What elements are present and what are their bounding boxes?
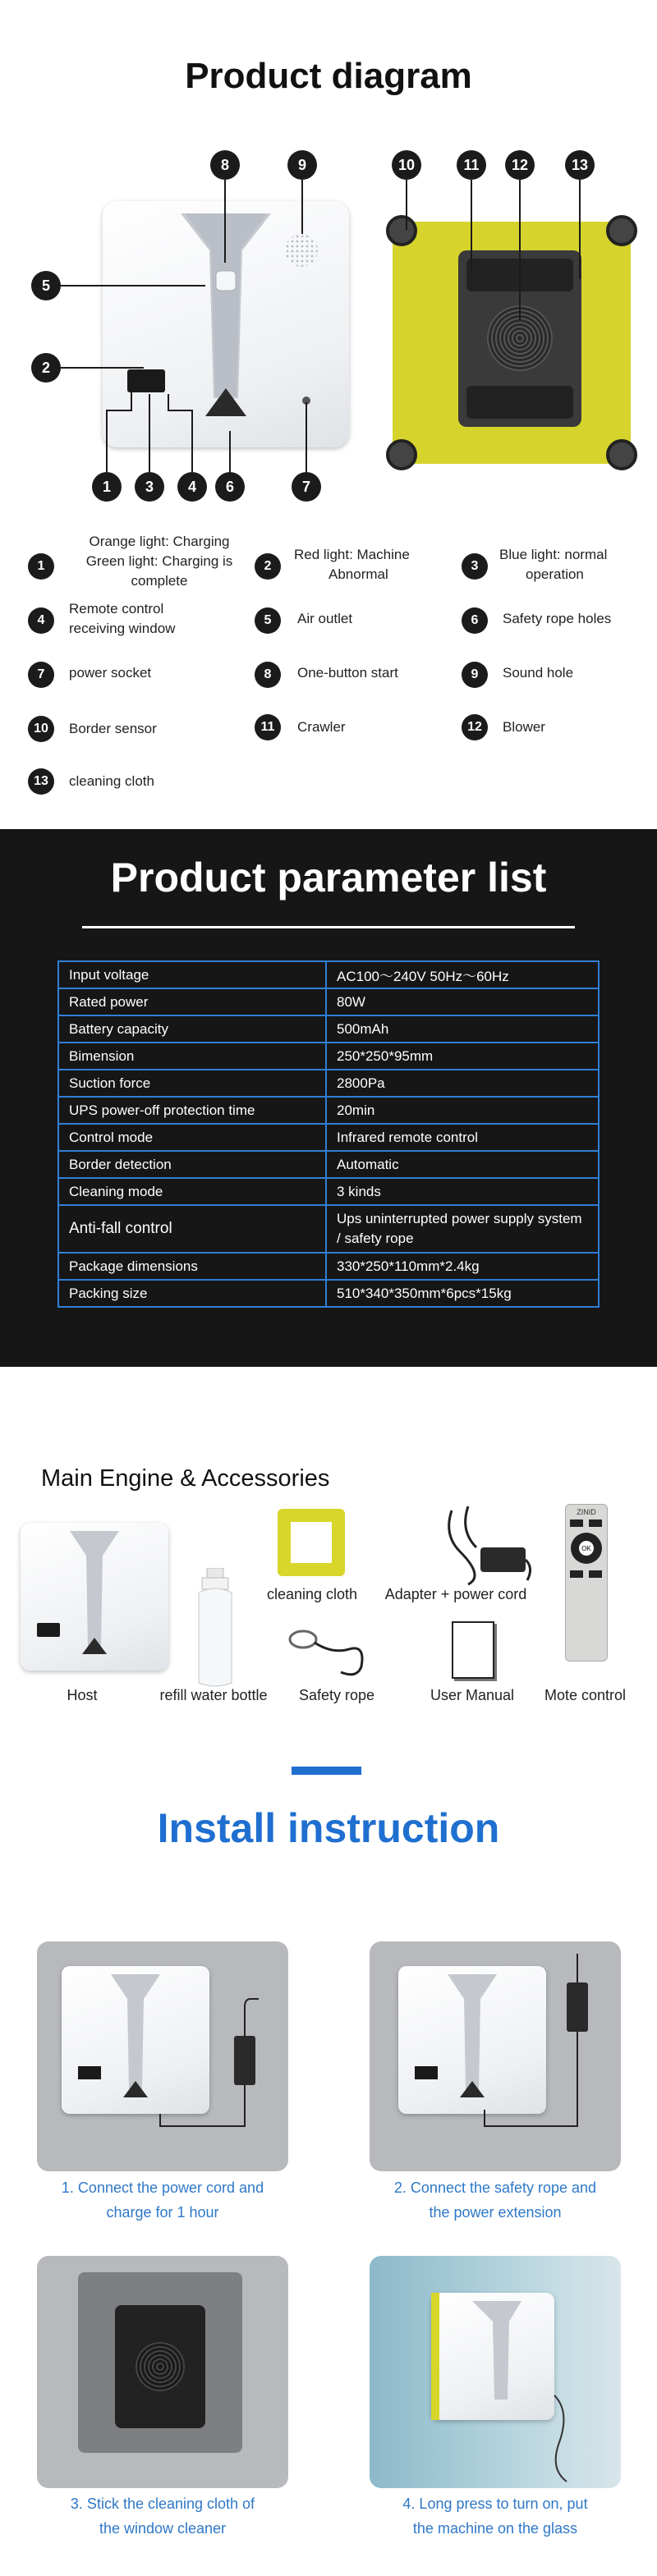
install-step-1-image (37, 1941, 288, 2171)
callout-3: 3 (135, 472, 164, 502)
spray-bottle-image (191, 1568, 240, 1691)
legend-num-8: 8 (255, 662, 281, 688)
legend-text-12: Blower (503, 719, 545, 735)
remote-brand-label: ZINID (577, 1508, 596, 1516)
table-row: Package dimensions 330*250*110mm*2.4kg (58, 1253, 599, 1280)
legend-text-4: Remote control receiving window (69, 601, 176, 636)
accessory-label-adapter: Adapter + power cord (384, 1586, 527, 1602)
install-step-2-image (370, 1941, 621, 2171)
robot-front-view (103, 201, 349, 447)
install-step-4-image (370, 2256, 621, 2488)
accessory-label-cloth: cleaning cloth (266, 1586, 358, 1602)
callout-2: 2 (31, 353, 61, 383)
callout-10: 10 (392, 150, 421, 180)
accessory-label-bottle: refill water bottle (159, 1687, 268, 1703)
accessory-label-host: Host (67, 1687, 98, 1703)
legend-text-11: Crawler (297, 719, 346, 735)
cleaning-cloth-image (278, 1509, 345, 1576)
accessory-label-manual: User Manual (430, 1687, 515, 1703)
legend-num-6: 6 (462, 607, 488, 634)
table-row: Control mode Infrared remote control (58, 1124, 599, 1151)
accessory-label-remote: Mote control (544, 1687, 627, 1703)
legend-text-6: Safety rope holes (503, 611, 612, 626)
legend-text-10: Border sensor (69, 721, 157, 736)
callout-12: 12 (505, 150, 535, 180)
install-title: Install instruction (157, 1805, 500, 1851)
host-image (21, 1523, 168, 1671)
legend-num-4: 4 (28, 607, 54, 634)
sound-hole-dots (285, 234, 318, 267)
params-title-underline (82, 926, 575, 928)
install-step-3-image (37, 2256, 288, 2488)
params-table (57, 960, 600, 1308)
blower-fan (487, 305, 553, 371)
legend-num-9: 9 (462, 662, 488, 688)
legend-num-7: 7 (28, 662, 54, 688)
params-title: Product parameter list (110, 855, 547, 901)
legend-text-13: cleaning cloth (69, 773, 154, 789)
table-row: UPS power-off protection time 20min (58, 1097, 599, 1124)
callout-13: 13 (565, 150, 595, 180)
legend-num-10: 10 (28, 716, 54, 742)
legend-text-3: Blue light: normal operation (499, 547, 608, 582)
legend-text-7: power socket (69, 665, 152, 681)
legend-text-1: Orange light: Charging Green light: Charging is complete (85, 534, 233, 589)
legend-num-2: 2 (255, 553, 281, 580)
install-accent-bar (292, 1767, 361, 1775)
legend-text-5: Air outlet (297, 611, 353, 626)
diagram-title: Product diagram (185, 56, 472, 96)
legend-num-13: 13 (28, 768, 54, 795)
legend-text-8: One-button start (297, 665, 398, 681)
callout-9: 9 (287, 150, 317, 180)
remote-dpad: OK (571, 1533, 602, 1564)
callout-5: 5 (31, 271, 61, 300)
legend-text-9: Sound hole (503, 665, 574, 681)
callout-8: 8 (210, 150, 240, 180)
table-row: Cleaning mode 3 kinds (58, 1178, 599, 1205)
install-step-2-caption: 2. Connect the safety rope and the power extension (393, 2180, 597, 2221)
legend-num-11: 11 (255, 714, 281, 740)
legend-text-2: Red light: Machine Abnormal (294, 547, 410, 582)
table-row: Battery capacity 500mAh (58, 1015, 599, 1043)
table-row: Suction force 2800Pa (58, 1070, 599, 1097)
table-row: Border detection Automatic (58, 1151, 599, 1178)
accessories-title: Main Engine & Accessories (41, 1465, 330, 1492)
install-step-1-caption: 1. Connect the power cord and charge for 1 hour (61, 2180, 264, 2221)
callout-1: 1 (92, 472, 122, 502)
user-manual-image (452, 1621, 494, 1679)
robot-bottom-view (393, 222, 631, 464)
legend-num-1: 1 (28, 553, 54, 580)
callout-4: 4 (177, 472, 207, 502)
crawler-frame (458, 250, 581, 427)
table-row: Anti-fall control Ups uninterrupted power supply system / safety rope (58, 1205, 599, 1253)
callout-11: 11 (457, 150, 486, 180)
power-socket (302, 396, 310, 405)
table-row: Bimension 250*250*95mm (58, 1043, 599, 1070)
remote-control-image (565, 1504, 608, 1662)
adapter-image (435, 1502, 534, 1593)
callout-6: 6 (215, 472, 245, 502)
table-row: Input voltage AC100～240V 50Hz～60Hz (58, 961, 599, 988)
table-row: Packing size 510*340*350mm*6pcs*15kg (58, 1280, 599, 1307)
legend-num-3: 3 (462, 553, 488, 580)
status-light-panel (127, 369, 165, 392)
install-step-3-caption: 3. Stick the cleaning cloth of the window cleaner (70, 2496, 255, 2537)
callout-7: 7 (292, 472, 321, 502)
accessory-label-rope: Safety rope (298, 1687, 375, 1703)
install-step-4-caption: 4. Long press to turn on, put the machine on the glass (402, 2496, 588, 2537)
legend-num-12: 12 (462, 714, 488, 740)
safety-rope-image (283, 1621, 374, 1683)
legend-num-5: 5 (255, 607, 281, 634)
table-row: Rated power 80W (58, 988, 599, 1015)
